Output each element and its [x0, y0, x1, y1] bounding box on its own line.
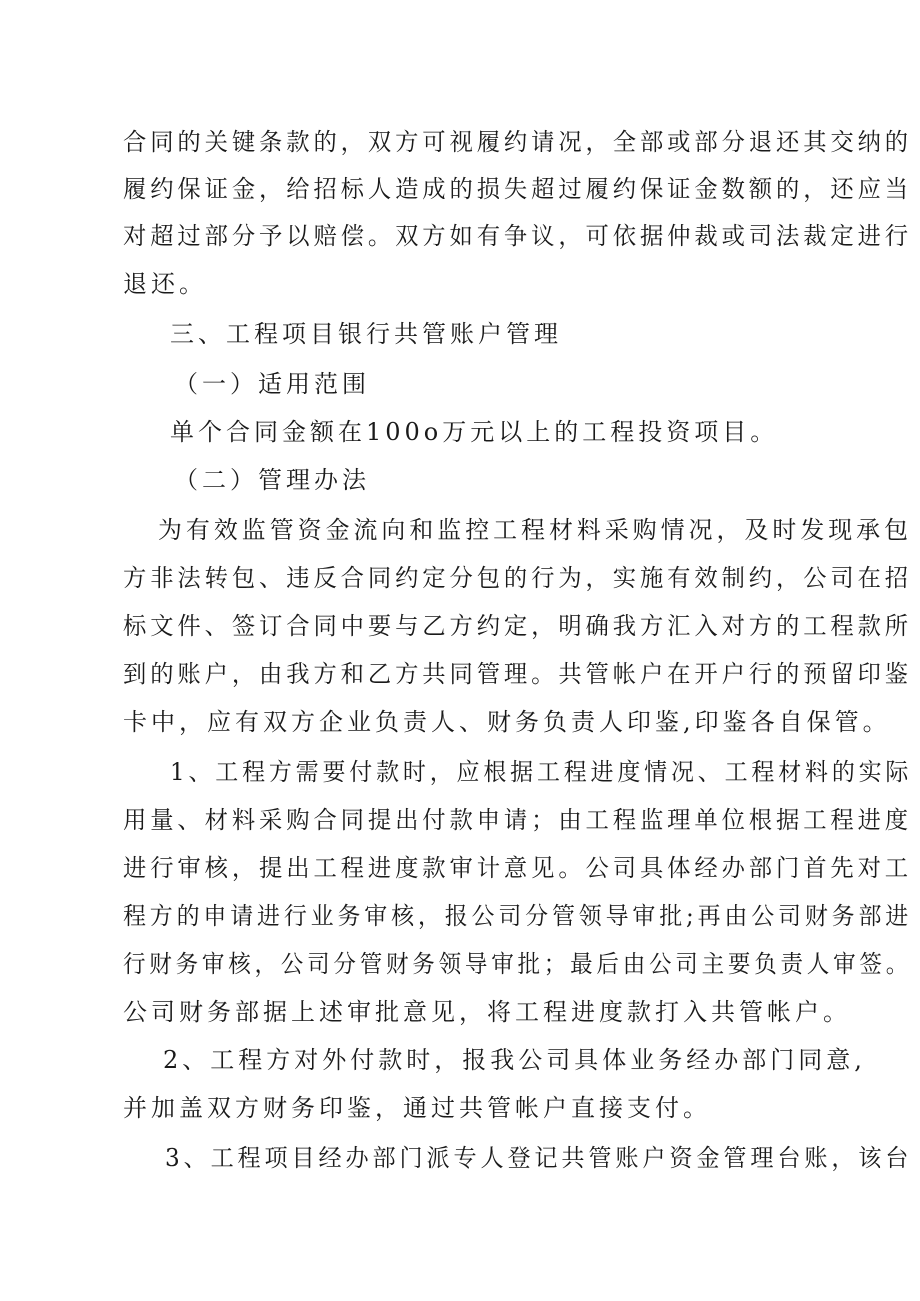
paragraph-line: 退还。 — [123, 270, 207, 298]
paragraph-line: 合同的关键条款的，双方可视履约请况，全部或部分退还其交纳的 — [123, 128, 913, 156]
item-line: 进行审核，提出工程进度款审计意见。公司具体经办部门首先对工 — [123, 854, 913, 882]
item-line: 用量、材料采购合同提出付款申请；由工程监理单位根据工程进度 — [123, 806, 913, 834]
item-line: 程方的申请进行业务审核，报公司分管领导审批;再由公司财务部进 — [123, 902, 913, 930]
item-line: 行财务审核，公司分管财务领导审批；最后由公司主要负责人审签。 — [123, 950, 913, 978]
item-line: 公司财务部据上述审批意见，将工程进度款打入共管帐户。 — [123, 998, 851, 1026]
item-line: 并加盖双方财务印鉴，通过共管帐户直接支付。 — [123, 1094, 711, 1122]
paragraph-line: 方非法转包、违反合同约定分包的行为，实施有效制约，公司在招 — [123, 564, 913, 592]
paragraph-line: 卡中，应有双方企业负责人、财务负责人印鉴,印鉴各自保管。 — [123, 708, 891, 736]
item-line: 3、工程项目经办部门派专人登记共管账户资金管理台账，该台 — [165, 1144, 913, 1172]
paragraph-line: 标文件、签订合同中要与乙方约定，明确我方汇入对方的工程款所 — [123, 612, 913, 640]
paragraph-line: 对超过部分予以赔偿。双方如有争议，可依据仲裁或司法裁定进行 — [123, 222, 913, 250]
paragraph-line: 履约保证金，给招标人造成的损失超过履约保证金数额的，还应当 — [123, 175, 913, 203]
subsection-heading: （一）适用范围 — [174, 370, 370, 398]
subsection-text: 单个合同金额在100o万元以上的工程投资项目。 — [170, 418, 779, 446]
paragraph-line: 为有效监管资金流向和监控工程材料采购情况，及时发现承包 — [158, 516, 913, 544]
item-line: 1、工程方需要付款时，应根据工程进度情况、工程材料的实际 — [170, 758, 913, 786]
item-line: 2、工程方对外付款时，报我公司具体业务经办部门同意, — [163, 1046, 866, 1074]
subsection-heading: （二）管理办法 — [174, 466, 370, 494]
section-heading: 三、工程项目银行共管账户管理 — [170, 320, 562, 348]
paragraph-line: 到的账户，由我方和乙方共同管理。共管帐户在开户行的预留印鉴 — [123, 660, 913, 688]
